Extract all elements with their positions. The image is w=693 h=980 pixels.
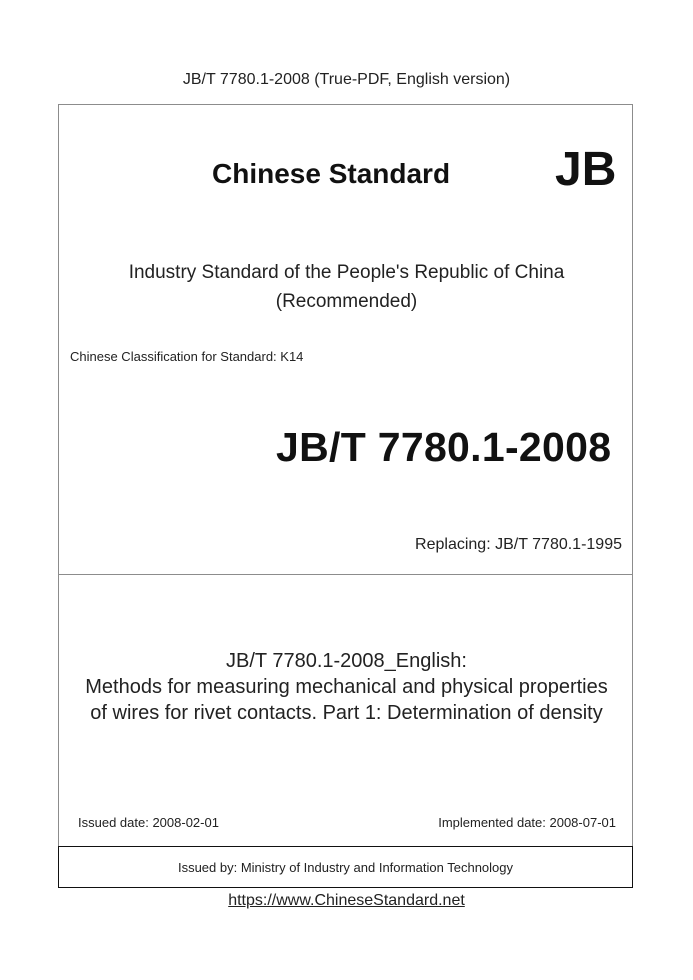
title-line-3: of wires for rivet contacts. Part 1: Determination of density [90, 702, 603, 724]
standard-number: JB/T 7780.1-2008 [276, 424, 612, 470]
implemented-date: Implemented date: 2008-07-01 [438, 815, 616, 830]
industry-standard-caption [0, 258, 693, 316]
website-link[interactable]: https://www.ChineseStandard.net [228, 892, 465, 909]
issued-date: Issued date: 2008-02-01 [78, 815, 219, 830]
jb-mark: JB [555, 143, 617, 196]
page-header: JB/T 7780.1-2008 (True-PDF, English version) [182, 71, 511, 88]
industry-line-2: (Recommended) [275, 291, 418, 312]
document-title [0, 648, 693, 726]
issued-by-text: Issued by: Ministry of Industry and Information Technology [177, 859, 514, 875]
title-line-1: JB/T 7780.1-2008_English: [226, 650, 467, 672]
issued-by-box [58, 846, 633, 888]
title-line-2: Methods for measuring mechanical and physical properties [85, 676, 608, 698]
replacing-text: Replacing: JB/T 7780.1-1995 [415, 536, 622, 553]
chinese-standard-heading: Chinese Standard [212, 158, 451, 189]
industry-line-1: Industry Standard of the People's Republic of China [128, 262, 565, 283]
classification-text: Chinese Classification for Standard: K14 [70, 349, 304, 364]
